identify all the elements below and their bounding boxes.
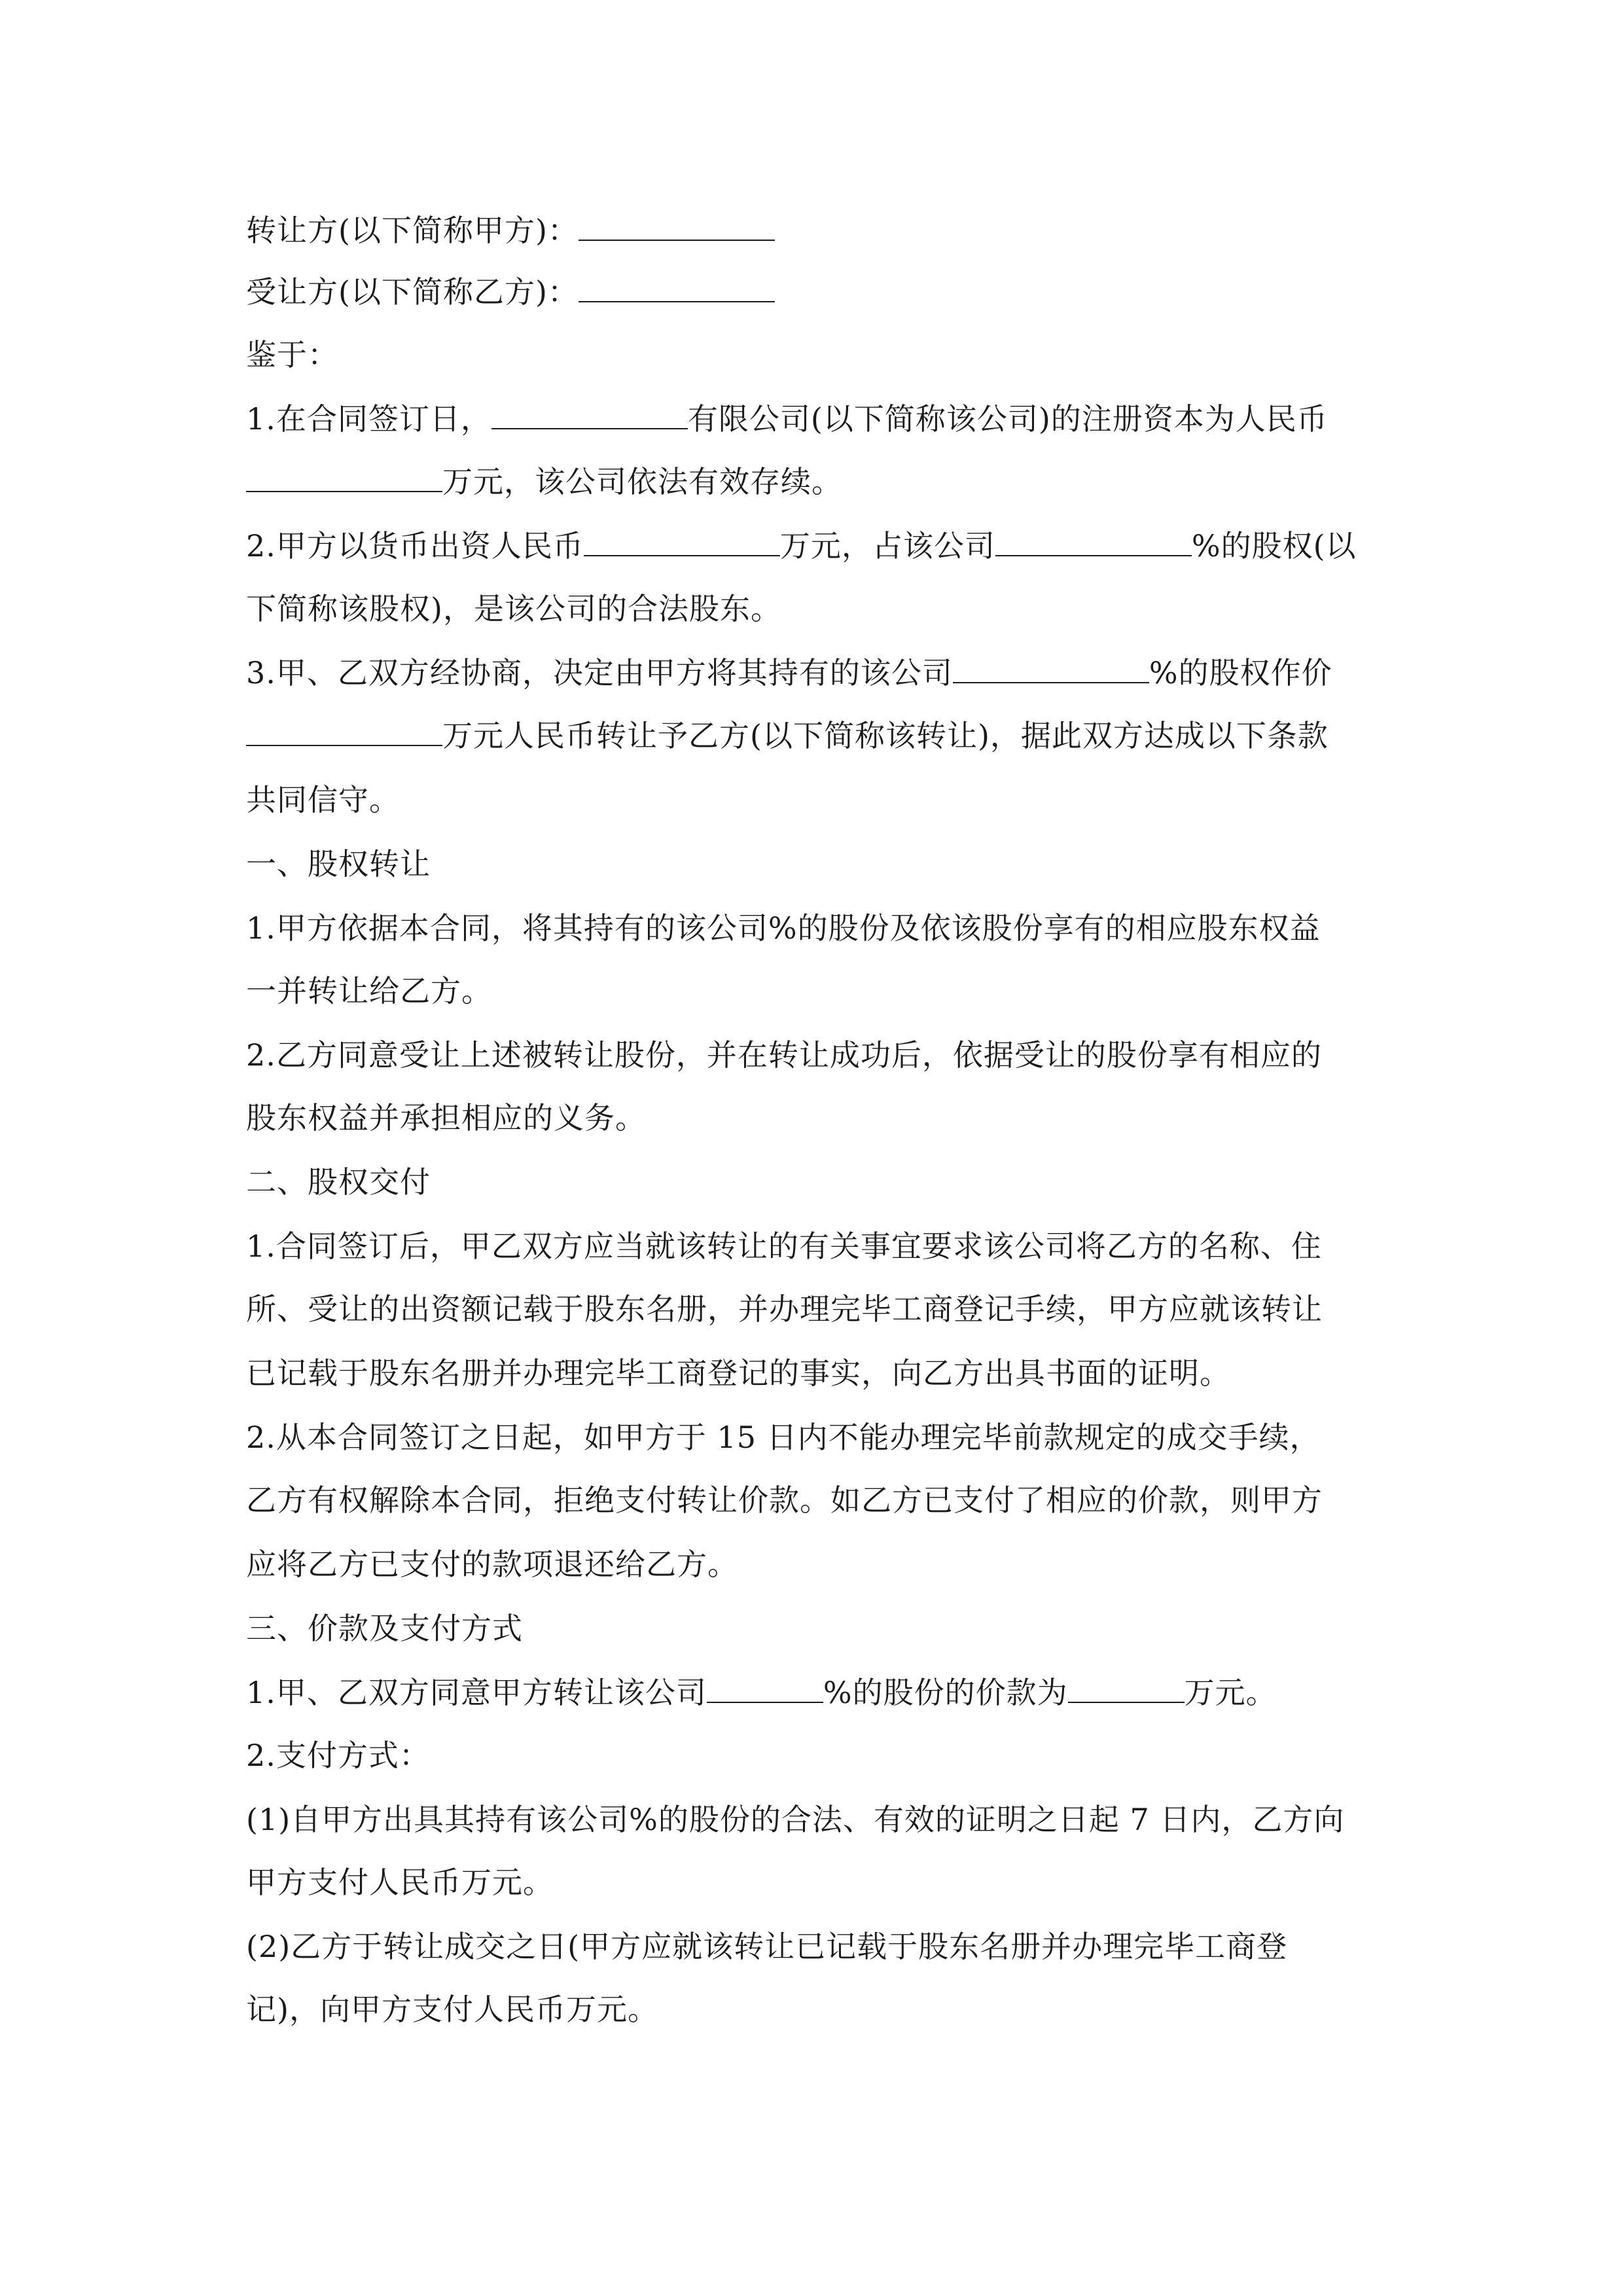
whereas-item2-line2: 下简称该股权)，是该公司的合法股东。 [246,591,781,626]
whereas-item3-line2 [246,716,1329,755]
whereas-item2-line1 [246,526,1357,565]
whereas-item3-line1 [246,653,1332,692]
whereas-item3-line3: 共同信守。 [246,782,400,817]
section3-p3-line2: 甲方支付人民币万元。 [246,1865,554,1900]
section2-heading: 二、股权交付 [246,1164,431,1200]
whereas-item1-text-b: 有限公司(以下简称该公司)的注册资本为人民币 [687,401,1328,437]
whereas-item2-text-c: %的股权(以 [1191,528,1357,564]
capital-contribution-blank[interactable] [584,528,780,556]
whereas-item1-line1 [246,399,1328,439]
whereas-item2-text-a: 2.甲方以货币出资人民币 [246,528,584,564]
section1-p1-line2: 一并转让给乙方。 [246,973,492,1009]
section3-p3-line1: (1)自甲方出具其持有该公司%的股份的合法、有效的证明之日起 7 日内，乙方向 [246,1802,1345,1837]
whereas-item1-text-a: 1.在合同签订日， [246,401,491,437]
transferor-name-blank[interactable] [579,212,775,241]
transferee-line [246,272,775,312]
transferor-line [246,211,775,250]
transferee-name-blank[interactable] [579,274,775,302]
price-percent-blank[interactable] [707,1674,823,1703]
section2-p2-line2: 乙方有权解除本合同，拒绝支付转让价款。如乙方已支付了相应的价款，则甲方 [246,1482,1323,1518]
transfer-price-blank[interactable] [246,717,442,746]
section3-p1-text-c: 万元。 [1184,1675,1277,1710]
section2-p2-line1: 2.从本合同签订之日起，如甲方于 15 日内不能办理完毕前款规定的成交手续， [246,1420,1321,1455]
whereas-heading: 鉴于： [246,337,338,372]
section2-p2-line3: 应将乙方已支付的款项退还给乙方。 [246,1547,738,1582]
section3-p1-text-b: %的股份的价款为 [823,1675,1068,1710]
whereas-item3-text-a: 3.甲、乙双方经协商，决定由甲方将其持有的该公司 [246,655,953,691]
section3-heading: 三、价款及支付方式 [246,1611,523,1646]
section2-p1-line1: 1.合同签订后，甲乙双方应当就该转让的有关事宜要求该公司将乙方的名称、住 [246,1229,1322,1264]
whereas-item1-line2 [246,462,842,501]
whereas-item2-text-b: 万元，占该公司 [779,528,995,564]
registered-capital-blank[interactable] [246,463,442,492]
section1-heading: 一、股权转让 [246,846,431,882]
whereas-item3-text-b: %的股权作价 [1149,655,1332,691]
whereas-item1-text-c: 万元，该公司依法有效存续。 [442,464,842,499]
equity-percent-blank[interactable] [995,528,1192,556]
section3-p1-text-a: 1.甲、乙双方同意甲方转让该公司 [246,1675,707,1710]
whereas-item3-text-c: 万元人民币转让予乙方(以下简称该转让)，据此双方达成以下条款 [442,718,1329,753]
section2-p1-line3: 已记载于股东名册并办理完毕工商登记的事实，向乙方出具书面的证明。 [246,1355,1230,1391]
section3-p1-line [246,1673,1277,1712]
transferor-label: 转让方(以下简称甲方)： [246,213,579,248]
section1-p1-line1: 1.甲方依据本合同，将其持有的该公司%的股份及依该股份享有的相应股东权益 [246,910,1321,946]
section1-p2-line2: 股东权益并承担相应的义务。 [246,1100,646,1136]
transferee-label: 受让方(以下简称乙方)： [246,274,579,310]
price-amount-blank[interactable] [1068,1674,1185,1703]
section3-p4-line1: (2)乙方于转让成交之日(甲方应就该转让已记载于股东名册并办理完毕工商登 [246,1929,1288,1964]
transfer-percent-blank[interactable] [953,655,1149,683]
section2-p1-line2: 所、受让的出资额记载于股东名册，并办理完毕工商登记手续，甲方应就该转让 [246,1291,1323,1327]
section1-p2-line1: 2.乙方同意受让上述被转让股份，并在转让成功后，依据受让的股份享有相应的 [246,1037,1322,1073]
company-name-blank[interactable] [491,401,688,429]
section3-p2: 2.支付方式： [246,1738,430,1773]
section3-p4-line2: 记)，向甲方支付人民币万元。 [246,1992,658,2027]
